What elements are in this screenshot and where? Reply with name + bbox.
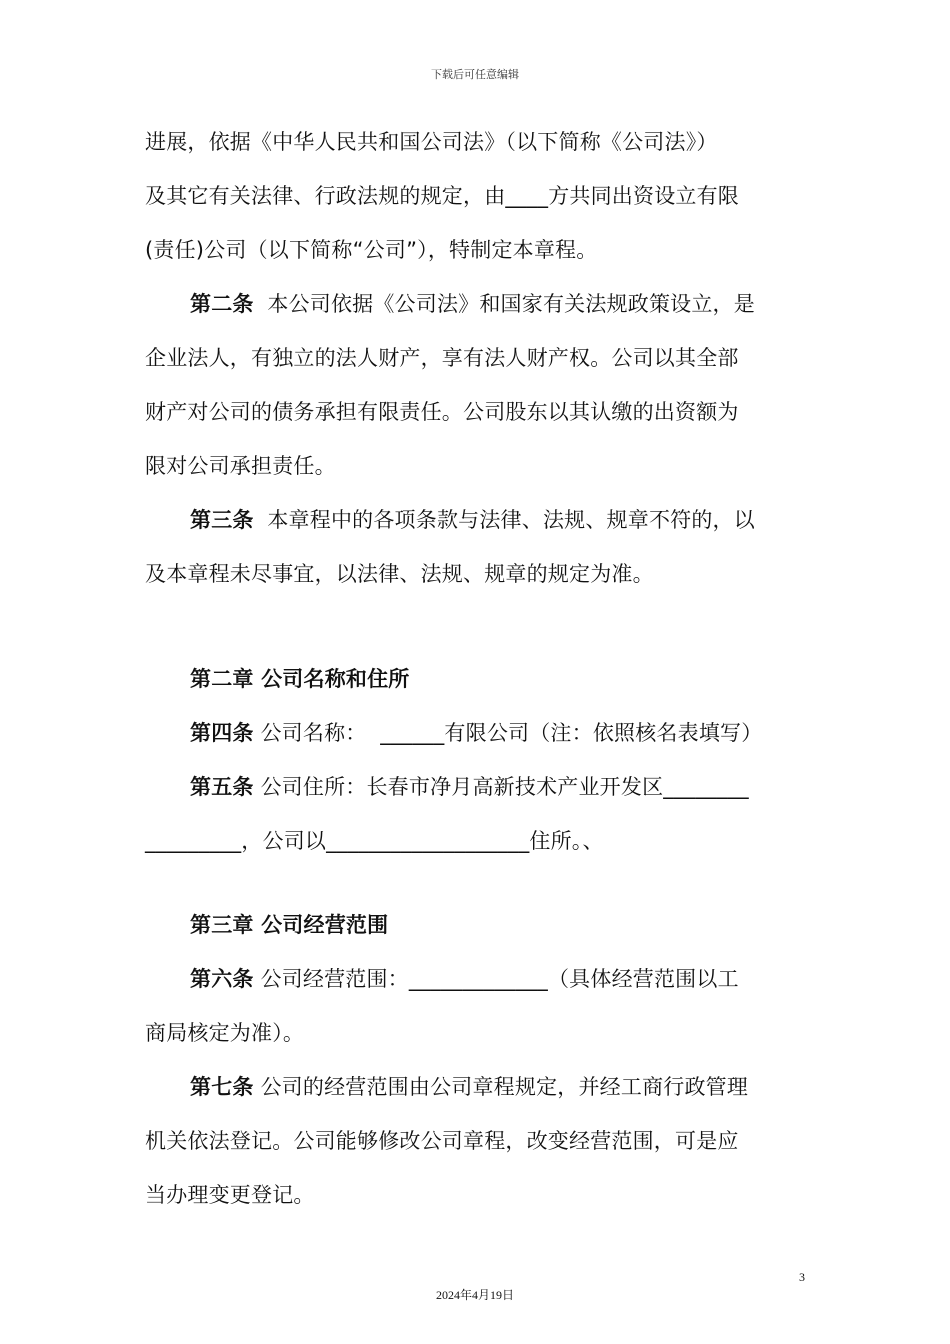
paragraph-line: 机关依法登记。公司能够修改公司章程，改变经营范围，可是应 xyxy=(145,1129,739,1153)
page-number: 3 xyxy=(799,1270,805,1284)
article-line xyxy=(190,289,755,319)
chapter-heading: 第三章 公司经营范围 xyxy=(190,913,389,937)
paragraph-line: 进展，依据《中华人民共和国公司法》（以下简称《公司法》） xyxy=(145,130,718,154)
page-header: 下载后可任意编辑 xyxy=(431,68,519,81)
article-line xyxy=(190,964,739,994)
paragraph-line: 限对公司承担责任。 xyxy=(145,454,336,478)
paragraph-line: _________，公司以___________________住所。、 xyxy=(145,829,604,853)
article-text: 公司经营范围：_____________（具体经营范围以工 xyxy=(253,967,739,991)
article-text: 本章程中的各项条款与法律、法规、规章不符的，以 xyxy=(253,508,755,532)
paragraph-line: (责任)公司（以下简称“公司”），特制定本章程。 xyxy=(145,238,598,262)
paragraph-line: 及本章程未尽事宜，以法律、法规、规章的规定为准。 xyxy=(145,562,654,586)
article-label: 第三条 xyxy=(190,508,254,532)
paragraph-line: 及其它有关法律、行政法规的规定，由____方共同出资设立有限 xyxy=(145,184,739,208)
article-label: 第四条 xyxy=(190,721,254,745)
article-line xyxy=(190,1072,748,1102)
article-label: 第七条 xyxy=(190,1075,254,1099)
paragraph-line: 企业法人，有独立的法人财产，享有法人财产权。公司以其全部 xyxy=(145,346,739,370)
paragraph-line: 当办理变更登记。 xyxy=(145,1183,315,1207)
paragraph-line: 商局核定为准）。 xyxy=(145,1021,305,1045)
article-label: 第五条 xyxy=(190,775,254,799)
article-line xyxy=(190,505,755,535)
article-text: 公司的经营范围由公司章程规定，并经工商行政管理 xyxy=(253,1075,749,1099)
article-text: 本公司依据《公司法》和国家有关法规政策设立，是 xyxy=(253,292,755,316)
article-text: 公司名称： ______有限公司（注：依照核名表填写） xyxy=(253,721,763,745)
article-label: 第二条 xyxy=(190,292,254,316)
article-line xyxy=(190,718,762,748)
footer-date: 2024年4月19日 xyxy=(435,1288,514,1302)
article-line xyxy=(190,772,749,802)
paragraph-line: 财产对公司的债务承担有限责任。公司股东以其认缴的出资额为 xyxy=(145,400,739,424)
article-label: 第六条 xyxy=(190,967,254,991)
article-text: 公司住所：长春市净月高新技术产业开发区________ xyxy=(253,775,749,799)
chapter-heading: 第二章 公司名称和住所 xyxy=(190,667,410,691)
